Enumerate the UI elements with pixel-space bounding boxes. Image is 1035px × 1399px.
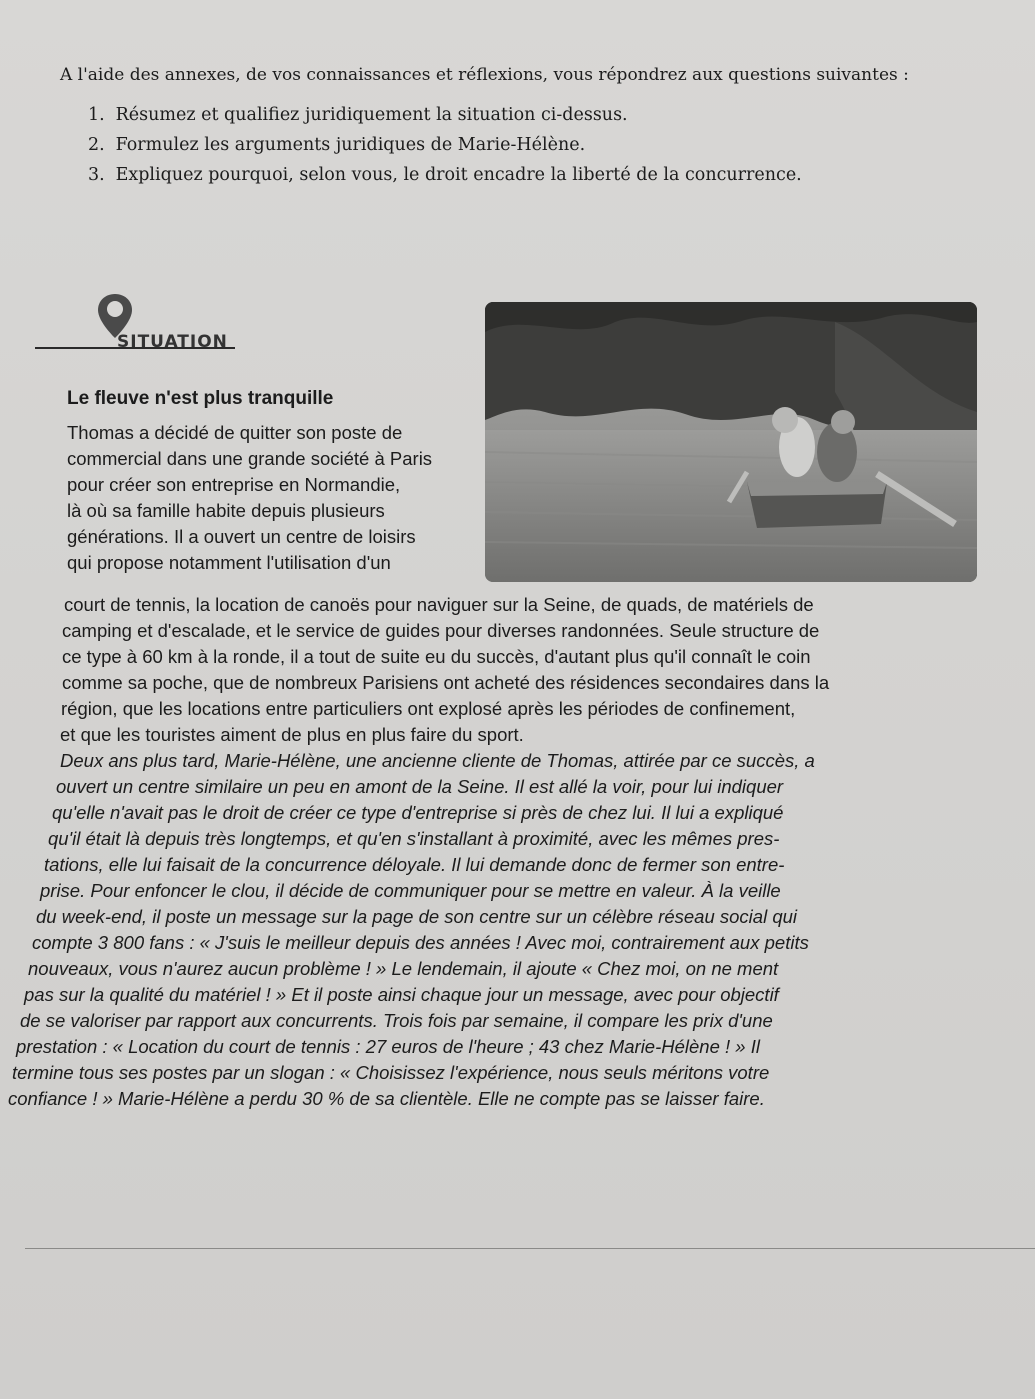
story-line: ouvert un centre similaire un peu en amont de la Seine. Il est allé la voir, pour lui indiquer: [56, 776, 784, 797]
story-line: ce type à 60 km à la ronde, il a tout de suite eu du succès, d'autant plus qu'il connaît le coin: [62, 646, 811, 667]
question-item: [88, 160, 1020, 190]
question-item: [88, 130, 1020, 160]
intro-text: A l'aide des annexes, de vos connaissances et réflexions, vous répondrez aux questions suivantes :: [60, 65, 909, 85]
story-line: qu'il était là depuis très longtemps, et qu'en s'installant à proximité, avec les mêmes pres-: [48, 828, 780, 849]
story-line: générations. Il a ouvert un centre de loisirs: [67, 526, 416, 547]
story-line: nouveaux, vous n'aurez aucun problème ! » Le lendemain, il ajoute « Chez moi, on ne ment: [28, 958, 779, 979]
story-line: tations, elle lui faisait de la concurrence déloyale. Il lui demande donc de fermer son entre-: [44, 854, 785, 875]
instructions: [60, 62, 1020, 190]
story-line: Thomas a décidé de quitter son poste de: [67, 422, 403, 443]
question-number: 1.: [88, 105, 105, 125]
story-line: qui propose notamment l'utilisation d'un: [67, 552, 391, 573]
story-line: pour créer son entreprise en Normandie,: [67, 474, 401, 495]
story-line: région, que les locations entre particuliers ont explosé après les périodes de confinement,: [61, 698, 796, 719]
story-line: confiance ! » Marie-Hélène a perdu 30 % de sa clientèle. Elle ne compte pas se laisser faire.: [8, 1088, 765, 1109]
story-line: commercial dans une grande société à Paris: [67, 448, 433, 469]
story-line: prise. Pour enfoncer le clou, il décide de communiquer pour se mettre en valeur. À la veille: [40, 880, 781, 901]
story-line: de se valoriser par rapport aux concurrents. Trois fois par semaine, il compare les prix d'une: [20, 1010, 773, 1031]
question-number: 2.: [88, 135, 105, 155]
story-line: comme sa poche, que de nombreux Parisiens ont acheté des résidences secondaires dans la: [62, 672, 830, 693]
question-text: Formulez les arguments juridiques de Marie-Hélène.: [115, 135, 586, 155]
story-body: [8, 592, 1010, 1112]
page-divider: [25, 1248, 1035, 1249]
question-text: Expliquez pourquoi, selon vous, le droit encadre la liberté de la concurrence.: [115, 165, 802, 185]
story-title: Le fleuve n'est plus tranquille: [67, 388, 334, 409]
canoe-photo: [485, 302, 977, 582]
question-text: Résumez et qualifiez juridiquement la situation ci-dessus.: [115, 105, 628, 125]
situation-header: [35, 288, 495, 358]
story-line: du week-end, il poste un message sur la page de son centre sur un célèbre réseau social qui: [36, 906, 798, 927]
situation-label: SITUATION: [117, 332, 228, 352]
story-line: là où sa famille habite depuis plusieurs: [67, 500, 385, 521]
story-line: termine tous ses postes par un slogan : « Choisissez l'expérience, nous seuls méritons votre: [12, 1062, 770, 1083]
story-line: Deux ans plus tard, Marie-Hélène, une ancienne cliente de Thomas, attirée par ce succès, a: [60, 750, 815, 771]
story-line: pas sur la qualité du matériel ! » Et il poste ainsi chaque jour un message, avec pour objectif: [24, 984, 779, 1005]
question-number: 3.: [88, 165, 105, 185]
story-line: camping et d'escalade, et le service de guides pour diverses randonnées. Seule structure de: [62, 620, 820, 641]
story-line: court de tennis, la location de canoës pour naviguer sur la Seine, de quads, de matériels de: [64, 594, 814, 615]
story-intro-wrapped: [67, 420, 487, 576]
question-list: [60, 100, 1020, 190]
story-line: qu'elle n'avait pas le droit de créer ce type d'entreprise si près de chez lui. Il lui a expliqué: [52, 802, 784, 823]
story-line: prestation : « Location du court de tennis : 27 euros de l'heure ; 43 chez Marie-Hélène ! » Il: [16, 1036, 760, 1057]
story-line: et que les touristes aiment de plus en plus faire du sport.: [60, 724, 524, 745]
question-item: [88, 100, 1020, 130]
story-line: compte 3 800 fans : « J'suis le meilleur depuis des années ! Avec moi, contrairement aux petits: [32, 932, 809, 953]
